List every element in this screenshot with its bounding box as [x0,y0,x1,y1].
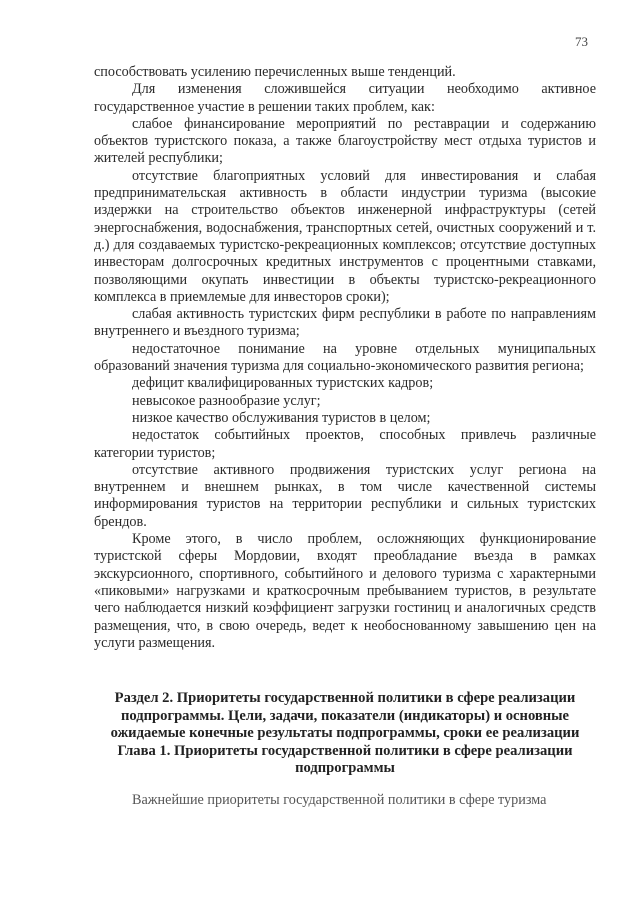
list-item: слабая активность туристских фирм республики в работе по направлениям внутреннего и въездного туризма; [94,306,596,340]
paragraph: Для изменения сложившейся ситуации необходимо активное государственное участие в решении таких проблем, как: [94,81,596,115]
list-item: недостаток событийных проектов, способных привлечь различные категории туристов; [94,427,596,461]
paragraph: способствовать усилению перечисленных выше тенденций. [94,64,456,80]
heading-line: Раздел 2. Приоритеты государственной политики в сфере реализации [114,690,576,706]
heading-line: ожидаемые конечные результаты подпрограммы, сроки ее реализации [110,725,580,742]
section-heading [94,690,596,778]
heading-line: подпрограммы. Цели, задачи, показатели (индикаторы) и основные [120,707,570,724]
heading-line: подпрограммы [295,760,395,777]
heading-line: Глава 1. Приоритеты государственной политики в сфере реализации [117,742,573,759]
list-item: слабое финансирование мероприятий по реставрации и содержанию объектов туристского показа, а также благоустройству мест отдыха туристов и жителей республики; [94,115,596,167]
closing-paragraph: Важнейшие приоритеты государственной политики в сфере туризма [132,792,547,808]
body-text [94,64,596,652]
list-item: недостаточное понимание на уровне отдельных муниципальных образований значения туризма для социально-экономического развития региона; [94,340,596,375]
list-item: невысокое разнообразие услуг; [132,392,321,409]
paragraph: Кроме этого, в число проблем, осложняющих функционирование туристской сферы Мордовии, входят преобладание въезда в рамках экскурсионного, спортивного, событийного и делового туризма с характерными «пиковыми» нагрузками и краткосрочным пребыванием туристов, в результате чего наблюдается низкий коэффициент загрузки гостиниц и аналогичных средств размещения, что, в свою очередь, ведет к необоснованному завышению цен на услуги размещения. [94,531,596,651]
list-item: низкое качество обслуживания туристов в целом; [132,409,431,426]
page-number: 73 [575,34,588,49]
list-item: отсутствие благоприятных условий для инвестирования и слабая предпринимательская активность в области индустрии туризма (высокие издержки на строительство объектов инженерной инфраструктуры (сетей энергоснабжения, водоснабжения, транспортных сетей, очистных сооружений и т. д.) для создаваемых туристско-рекреационных комплексов; отсутствие доступных инвесторам долгосрочных кредитных инструментов с процентными ставками, позволяющими окупать инвестиции в объекты туристско-рекреационного комплекса в приемлемые для инвесторов сроки); [94,167,596,305]
list-item: дефицит квалифицированных туристских кадров; [132,375,434,392]
list-item: отсутствие активного продвижения туристских услуг региона на внутреннем и внешнем рынках, в том числе качественной системы информирования туристов на территории республики и сильных туристских брендов. [94,461,596,530]
